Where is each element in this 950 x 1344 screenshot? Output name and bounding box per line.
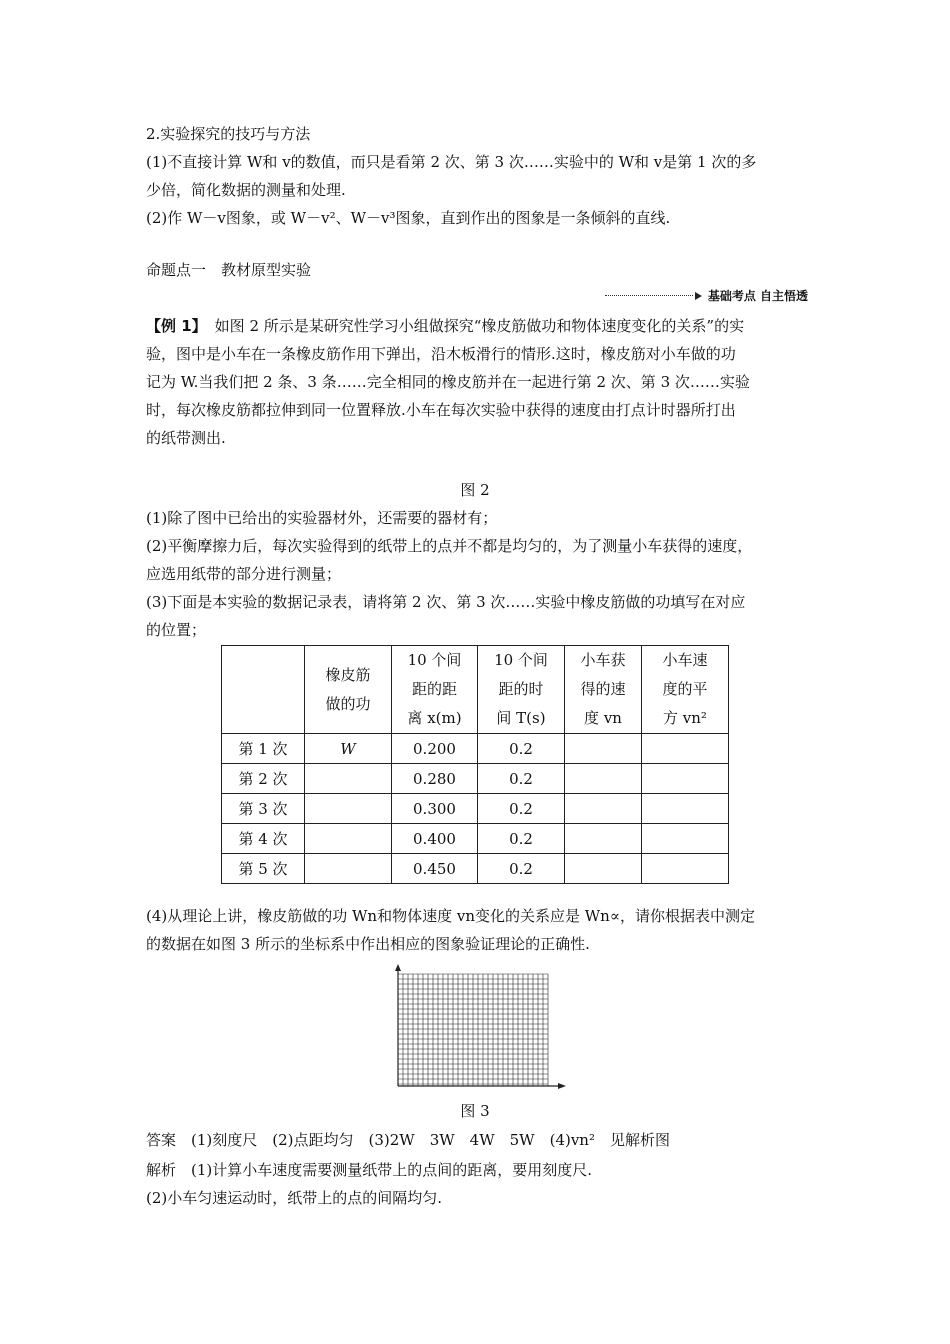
example-line-1 — [146, 316, 744, 336]
figure-2-caption: 图 2 — [460, 481, 490, 499]
topic-tag — [605, 287, 808, 304]
row-label: 第 3 次 — [222, 794, 305, 824]
question-3-line-1: (3)下面是本实验的数据记录表，请将第 2 次、第 3 次……实验中橡皮筋做的功填写在对应 — [146, 593, 746, 611]
time-cell: 0.2 — [478, 764, 565, 794]
time-cell: 0.2 — [478, 854, 565, 884]
table-row — [222, 854, 729, 884]
velocity-squared-cell — [642, 764, 729, 794]
analysis-line-1: 解析 (1)计算小车速度需要测量纸带上的点间的距离，要用刻度尺. — [146, 1161, 593, 1179]
header-velocity: 小车获 得的速 度 vn — [565, 646, 642, 734]
velocity-cell — [565, 764, 642, 794]
work-cell — [305, 794, 392, 824]
row-label: 第 4 次 — [222, 824, 305, 854]
velocity-squared-cell — [642, 794, 729, 824]
dotted-arrow-icon — [605, 295, 693, 296]
velocity-cell — [565, 824, 642, 854]
header-distance: 10 个间 距的距 离 x(m) — [392, 646, 478, 734]
arrowhead-icon — [695, 292, 702, 300]
work-cell — [305, 764, 392, 794]
header-work: 橡皮筋 做的功 — [305, 646, 392, 734]
paragraph-2: (2)作 W－v图象，或 W－v²、W－v³图象，直到作出的图象是一条倾斜的直线. — [146, 209, 671, 227]
question-3-line-2: 的位置； — [146, 621, 207, 639]
distance-cell: 0.280 — [392, 764, 478, 794]
paragraph-1-line-2: 少倍，简化数据的测量和处理. — [146, 181, 346, 199]
y-axis-arrow-icon — [395, 964, 401, 971]
distance-cell: 0.450 — [392, 854, 478, 884]
work-cell — [305, 854, 392, 884]
question-2-line-1: (2)平衡摩擦力后，每次实验得到的纸带上的点并不都是均匀的，为了测量小车获得的速度， — [146, 537, 753, 555]
velocity-squared-cell — [642, 824, 729, 854]
question-1: (1)除了图中已给出的实验器材外，还需要的器材有； — [146, 509, 498, 527]
example-line-3: 记为 W.当我们把 2 条、3 条……完全相同的橡皮筋并在一起进行第 2 次、第 3 次……实验 — [146, 373, 750, 391]
topic-tag-label: 基础考点 自主悟透 — [707, 289, 808, 303]
header-time: 10 个间 距的时 间 T(s) — [478, 646, 565, 734]
question-2-line-2: 应选用纸带的部分进行测量； — [146, 565, 342, 583]
distance-cell: 0.300 — [392, 794, 478, 824]
coordinate-grid — [388, 964, 568, 1096]
table-row — [222, 824, 729, 854]
example-line-4: 时，每次橡皮筋都拉伸到同一位置释放.小车在每次实验中获得的速度由打点计时器所打出 — [146, 401, 736, 419]
work-cell — [305, 824, 392, 854]
work-cell: W — [305, 734, 392, 764]
distance-cell: 0.400 — [392, 824, 478, 854]
row-label: 第 2 次 — [222, 764, 305, 794]
data-table — [221, 645, 729, 884]
velocity-squared-cell — [642, 734, 729, 764]
table-row — [222, 794, 729, 824]
time-cell: 0.2 — [478, 824, 565, 854]
topic-heading: 命题点一 教材原型实验 — [146, 261, 312, 279]
example-line-5: 的纸带测出. — [146, 429, 226, 447]
table-header-row — [222, 646, 729, 734]
row-label: 第 5 次 — [222, 854, 305, 884]
velocity-cell — [565, 794, 642, 824]
table-row — [222, 734, 729, 764]
section-title: 2.实验探究的技巧与方法 — [146, 125, 311, 143]
header-velocity-squared: 小车速 度的平 方 vn² — [642, 646, 729, 734]
example-label: 【例 1】 — [146, 317, 207, 335]
paragraph-1-line-1: (1)不直接计算 W和 v的数值，而只是看第 2 次、第 3 次……实验中的 W和 v是第 1 次的多 — [146, 153, 757, 171]
header-empty — [222, 646, 305, 734]
figure-3-caption: 图 3 — [460, 1102, 490, 1120]
table-row — [222, 764, 729, 794]
velocity-cell — [565, 734, 642, 764]
time-cell: 0.2 — [478, 794, 565, 824]
row-label: 第 1 次 — [222, 734, 305, 764]
analysis-line-2: (2)小车匀速运动时，纸带上的点的间隔均匀. — [146, 1189, 443, 1207]
question-4-line-1: (4)从理论上讲，橡皮筋做的功 Wn和物体速度 vn变化的关系应是 Wn∝，请你根据表中测定 — [146, 907, 755, 925]
velocity-squared-cell — [642, 854, 729, 884]
x-axis-arrow-icon — [558, 1083, 566, 1089]
example-text-1: 如图 2 所示是某研究性学习小组做探究“橡皮筋做功和物体速度变化的关系”的实 — [214, 317, 745, 335]
example-line-2: 验，图中是小车在一条橡皮筋作用下弹出，沿木板滑行的情形.这时，橡皮筋对小车做的功 — [146, 345, 736, 363]
answer-line: 答案 (1)刻度尺 (2)点距均匀 (3)2W 3W 4W 5W (4)vn² 见解析图 — [146, 1131, 670, 1149]
velocity-cell — [565, 854, 642, 884]
question-4-line-2: 的数据在如图 3 所示的坐标系中作出相应的图象验证理论的正确性. — [146, 935, 590, 953]
time-cell: 0.2 — [478, 734, 565, 764]
distance-cell: 0.200 — [392, 734, 478, 764]
